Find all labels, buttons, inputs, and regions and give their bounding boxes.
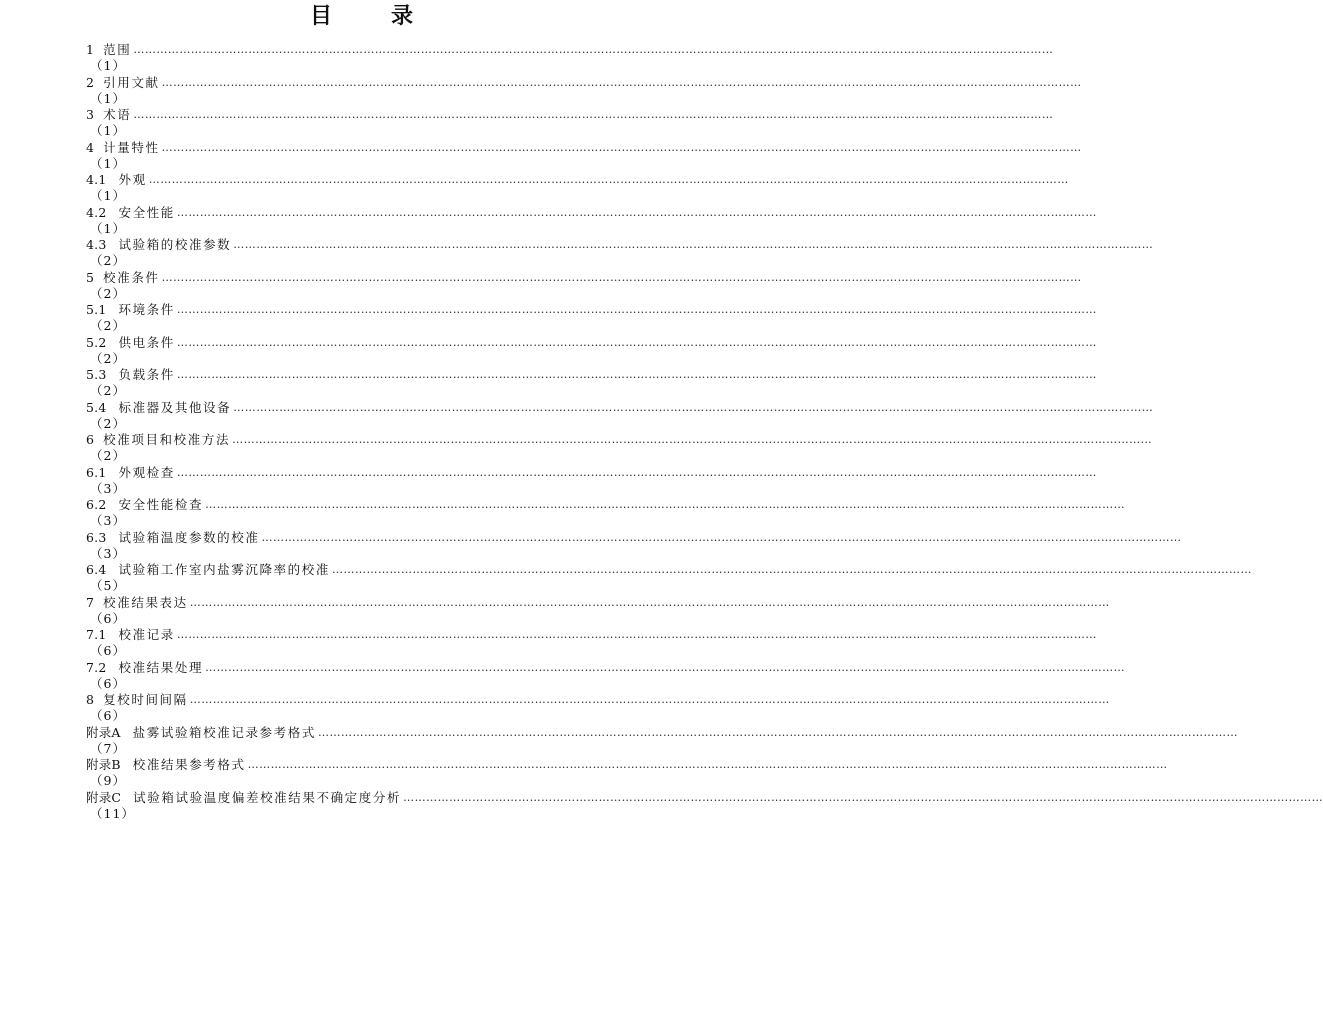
dot-leader: …………………………………………………………………………………………………………………………………………………………………………………………………………………… <box>176 465 1097 479</box>
section-title: 试验箱温度参数的校准 <box>118 529 260 545</box>
section-number: 附录A <box>86 724 121 740</box>
page-number: （6） <box>90 643 126 658</box>
section-title: 校准项目和校准方法 <box>103 432 231 447</box>
page-number: （1） <box>90 58 126 73</box>
dot-leader: …………………………………………………………………………………………………………………………………………………………………………………………………………………… <box>133 108 1054 121</box>
section-number: 6.1 <box>86 464 107 480</box>
section-number: 附录B <box>86 757 121 772</box>
section-number: 6.2 <box>86 497 107 512</box>
toc-entry[interactable] <box>86 594 1110 628</box>
toc-entry[interactable] <box>86 432 1153 465</box>
toc-entry-heading <box>86 627 1097 643</box>
section-title: 校准记录 <box>118 627 175 642</box>
toc-entry-heading <box>86 724 1238 741</box>
toc-entry-heading <box>86 204 1097 221</box>
toc-entry[interactable] <box>86 692 1110 725</box>
section-number: 2 <box>86 74 95 90</box>
toc-entry-heading <box>86 659 1126 676</box>
section-title: 负载条件 <box>118 367 175 382</box>
toc-entry-heading <box>86 139 1082 156</box>
section-number: 3 <box>86 107 95 122</box>
dot-leader: …………………………………………………………………………………………………………………………………………………………………………………………………………………… <box>161 140 1082 154</box>
toc-entry[interactable] <box>86 724 1238 758</box>
toc-entry[interactable] <box>86 529 1182 563</box>
toc-entry[interactable] <box>86 139 1082 173</box>
toc-entry-heading <box>86 172 1069 188</box>
page-number: （2） <box>90 318 126 333</box>
section-title: 计量特性 <box>103 139 160 155</box>
section-number: 附录C <box>86 789 122 805</box>
toc-entry-heading <box>86 464 1097 481</box>
page-number: （5） <box>90 578 126 593</box>
section-number: 5.1 <box>86 302 107 317</box>
toc-entry-heading <box>86 497 1126 513</box>
section-title: 复校时间间隔 <box>103 692 188 707</box>
toc-entry-heading <box>86 529 1182 546</box>
section-number: 5.3 <box>86 367 107 382</box>
section-number: 7.1 <box>86 627 107 642</box>
page-number: （9） <box>90 773 126 788</box>
section-number: 4.3 <box>86 237 107 252</box>
section-title: 术语 <box>103 107 132 122</box>
toc-entry-heading <box>86 237 1154 253</box>
section-number: 4 <box>86 139 95 155</box>
dot-leader: …………………………………………………………………………………………………………………………………………………………………………………………………………………… <box>247 758 1168 771</box>
dot-leader: …………………………………………………………………………………………………………………………………………………………………………………………………………………… <box>161 75 1082 89</box>
toc-entry[interactable] <box>86 789 1323 823</box>
dot-leader: …………………………………………………………………………………………………………………………………………………………………………………………………………………… <box>176 303 1097 316</box>
toc-entry[interactable] <box>86 399 1154 433</box>
section-title: 标准器及其他设备 <box>118 399 232 415</box>
toc-entry-heading <box>86 594 1110 611</box>
page-number: （1） <box>90 90 126 106</box>
toc-entry[interactable] <box>86 302 1097 335</box>
toc-entry-heading <box>86 562 1252 578</box>
section-title: 范围 <box>103 42 132 57</box>
section-number: 7.2 <box>86 659 107 675</box>
dot-leader: …………………………………………………………………………………………………………………………………………………………………………………………………………………… <box>161 270 1082 284</box>
section-number: 7 <box>86 594 95 610</box>
section-title: 供电条件 <box>118 334 175 350</box>
toc-entry[interactable] <box>86 627 1097 660</box>
toc-entry[interactable] <box>86 42 1054 75</box>
toc-entry[interactable] <box>86 172 1069 205</box>
toc-entry[interactable] <box>86 107 1054 140</box>
dot-leader: …………………………………………………………………………………………………………………………………………………………………………………………………………………… <box>176 368 1097 381</box>
toc-entry[interactable] <box>86 269 1082 303</box>
section-number: 5 <box>86 269 95 285</box>
page-number: （1） <box>90 188 126 203</box>
toc-entry-heading <box>86 692 1110 708</box>
toc-entry-heading <box>86 269 1082 286</box>
dot-leader: …………………………………………………………………………………………………………………………………………………………………………………………………………………… <box>189 595 1110 609</box>
dot-leader: …………………………………………………………………………………………………………………………………………………………………………………………………………………… <box>332 563 1252 576</box>
toc-entry-heading <box>86 334 1097 351</box>
page-number: （3） <box>90 480 126 496</box>
toc-title <box>0 0 724 28</box>
page-number: （2） <box>90 448 126 463</box>
toc-list <box>86 42 1323 822</box>
page-number: （6） <box>90 708 126 723</box>
page-number: （1） <box>90 155 126 171</box>
section-number: 5.2 <box>86 334 107 350</box>
section-title: 安全性能 <box>118 204 175 220</box>
dot-leader: …………………………………………………………………………………………………………………………………………………………………………………………………………………… <box>205 660 1126 674</box>
section-title: 校准结果表达 <box>103 594 188 610</box>
page-number: （11） <box>90 805 135 821</box>
page-number: （3） <box>90 545 126 561</box>
section-number: 5.4 <box>86 399 107 415</box>
page-number: （1） <box>90 220 126 236</box>
section-title: 环境条件 <box>118 302 175 317</box>
toc-entry[interactable] <box>86 497 1126 530</box>
dot-leader: …………………………………………………………………………………………………………………………………………………………………………………………………………………… <box>176 205 1097 219</box>
page-number: （2） <box>90 253 126 268</box>
page-number: （6） <box>90 675 126 691</box>
section-title: 校准结果处理 <box>118 659 204 675</box>
dot-leader: …………………………………………………………………………………………………………………………………………………………………………………………………………………… <box>189 693 1110 706</box>
dot-leader: …………………………………………………………………………………………………………………………………………………………………………………………………………………… <box>403 790 1323 804</box>
toc-entry-heading <box>86 42 1054 58</box>
toc-entry-heading <box>86 399 1154 416</box>
toc-entry[interactable] <box>86 237 1154 270</box>
toc-entry-heading <box>86 367 1097 383</box>
toc-entry[interactable] <box>86 204 1097 238</box>
toc-entry[interactable] <box>86 464 1097 498</box>
dot-leader: …………………………………………………………………………………………………………………………………………………………………………………………………………………… <box>205 498 1126 511</box>
toc-entry[interactable] <box>86 562 1252 595</box>
section-title: 安全性能检查 <box>118 497 204 512</box>
toc-entry-heading <box>86 757 1168 773</box>
section-title: 外观检查 <box>118 464 175 480</box>
toc-entry-heading <box>86 789 1323 806</box>
section-number: 4.2 <box>86 204 107 220</box>
toc-entry-heading <box>86 302 1097 318</box>
dot-leader: …………………………………………………………………………………………………………………………………………………………………………………………………………………… <box>232 433 1153 446</box>
dot-leader: …………………………………………………………………………………………………………………………………………………………………………………………………………………… <box>176 628 1097 641</box>
dot-leader: …………………………………………………………………………………………………………………………………………………………………………………………………………………… <box>176 335 1097 349</box>
section-title: 引用文献 <box>103 74 160 90</box>
section-title: 试验箱试验温度偏差校准结果不确定度分析 <box>133 789 402 805</box>
section-title: 校准结果参考格式 <box>132 757 246 772</box>
toc-entry[interactable] <box>86 757 1168 790</box>
section-title: 试验箱工作室内盐雾沉降率的校准 <box>118 562 330 577</box>
section-number: 8 <box>86 692 95 707</box>
title-char-2: 录 <box>391 2 415 29</box>
section-number: 6 <box>86 432 95 447</box>
section-title: 外观 <box>118 172 147 187</box>
page-number: （6） <box>90 610 126 626</box>
section-title: 校准条件 <box>103 269 160 285</box>
toc-entry[interactable] <box>86 334 1097 368</box>
dot-leader: …………………………………………………………………………………………………………………………………………………………………………………………………………………… <box>233 238 1154 251</box>
page-number: （2） <box>90 415 126 431</box>
page-number: （2） <box>90 383 126 398</box>
toc-entry-heading <box>86 74 1082 91</box>
toc-entry[interactable] <box>86 74 1082 108</box>
section-title: 盐雾试验箱校准记录参考格式 <box>132 724 316 740</box>
toc-entry-heading <box>86 107 1054 123</box>
toc-entry-heading <box>86 432 1153 448</box>
dot-leader: …………………………………………………………………………………………………………………………………………………………………………………………………………………… <box>261 530 1182 544</box>
title-char-1: 目 <box>309 2 333 29</box>
page-number: （2） <box>90 350 126 366</box>
page-number: （2） <box>90 285 126 301</box>
toc-entry[interactable] <box>86 659 1126 693</box>
section-title: 试验箱的校准参数 <box>118 237 232 252</box>
section-number: 6.4 <box>86 562 107 577</box>
toc-entry[interactable] <box>86 367 1097 400</box>
dot-leader: …………………………………………………………………………………………………………………………………………………………………………………………………………………… <box>148 173 1069 186</box>
page-number: （1） <box>90 123 126 138</box>
section-number: 1 <box>86 42 95 57</box>
section-number: 4.1 <box>86 172 107 187</box>
section-number: 6.3 <box>86 529 107 545</box>
dot-leader: …………………………………………………………………………………………………………………………………………………………………………………………………………………… <box>233 400 1154 414</box>
dot-leader: …………………………………………………………………………………………………………………………………………………………………………………………………………………… <box>133 43 1054 56</box>
page-number: （3） <box>90 513 126 528</box>
dot-leader: …………………………………………………………………………………………………………………………………………………………………………………………………………………… <box>317 725 1238 739</box>
page-number: （7） <box>90 740 126 756</box>
